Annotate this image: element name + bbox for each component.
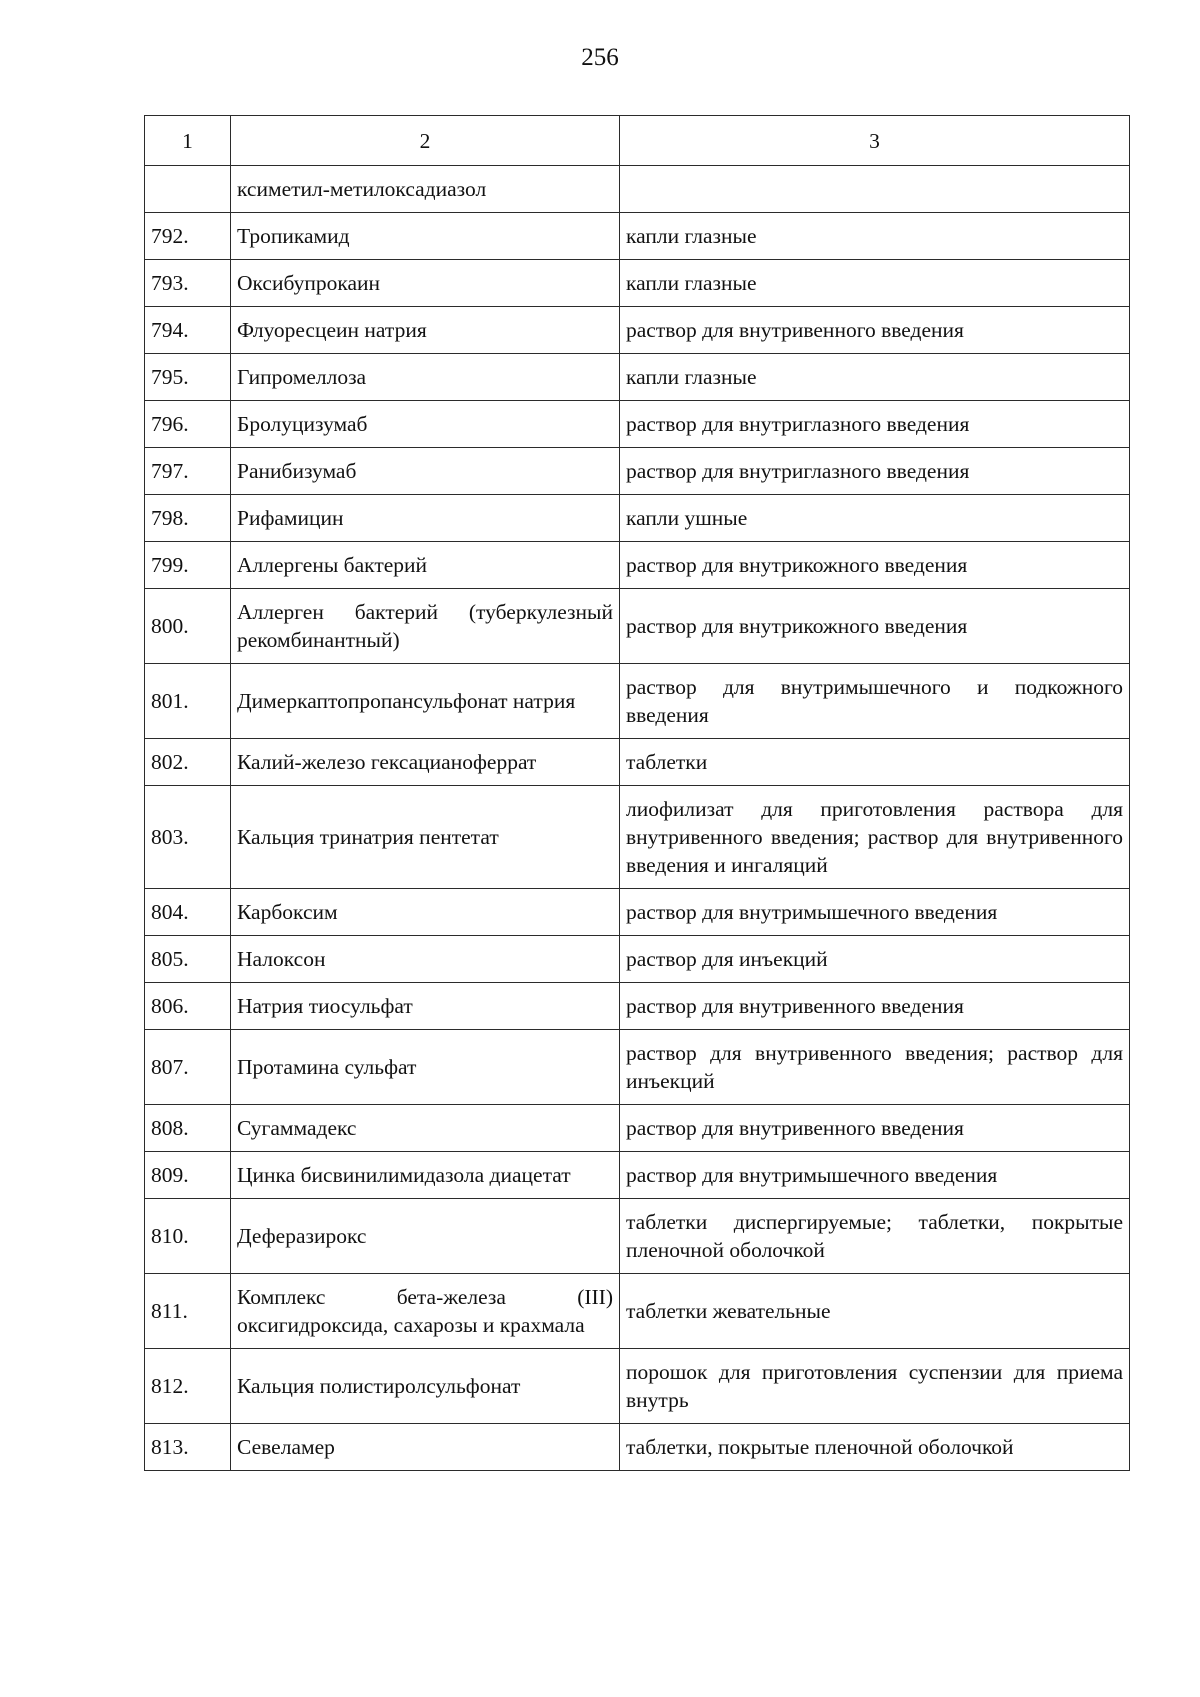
dosage-form: раствор для внутрикожного введения xyxy=(620,542,1130,589)
drug-name: Протамина сульфат xyxy=(231,1030,620,1105)
drug-name: Ранибизумаб xyxy=(231,448,620,495)
row-number: 797. xyxy=(145,448,231,495)
row-number: 809. xyxy=(145,1152,231,1199)
row-number: 798. xyxy=(145,495,231,542)
row-number: 808. xyxy=(145,1105,231,1152)
drug-name: Аллерген бактерий (туберкулезный рекомбинантный) xyxy=(231,589,620,664)
table-row xyxy=(145,354,1130,401)
medication-table xyxy=(144,115,1130,1471)
drug-name: Натрия тиосульфат xyxy=(231,983,620,1030)
table-row xyxy=(145,1105,1130,1152)
drug-name: Цинка бисвинилимидазола диацетат xyxy=(231,1152,620,1199)
table-row xyxy=(145,213,1130,260)
table-row xyxy=(145,936,1130,983)
dosage-form: капли ушные xyxy=(620,495,1130,542)
dosage-form: раствор для внутривенного введения; раствор для инъекций xyxy=(620,1030,1130,1105)
drug-name: Калий-железо гексацианоферрат xyxy=(231,739,620,786)
drug-name: Аллергены бактерий xyxy=(231,542,620,589)
table-row xyxy=(145,542,1130,589)
row-number: 800. xyxy=(145,589,231,664)
row-number: 807. xyxy=(145,1030,231,1105)
row-number: 795. xyxy=(145,354,231,401)
table-row xyxy=(145,889,1130,936)
table-row xyxy=(145,307,1130,354)
drug-name: Налоксон xyxy=(231,936,620,983)
row-number: 805. xyxy=(145,936,231,983)
row-number: 810. xyxy=(145,1199,231,1274)
dosage-form: капли глазные xyxy=(620,260,1130,307)
row-number: 806. xyxy=(145,983,231,1030)
table-row xyxy=(145,401,1130,448)
drug-name: Комплекс бета-железа (III) оксигидроксида, сахарозы и крахмала xyxy=(231,1274,620,1349)
dosage-form: раствор для внутримышечного введения xyxy=(620,1152,1130,1199)
table-row-continuation xyxy=(145,166,1130,213)
drug-name: Севеламер xyxy=(231,1424,620,1471)
row-number: 793. xyxy=(145,260,231,307)
drug-name: Гипромеллоза xyxy=(231,354,620,401)
drug-name: Рифамицин xyxy=(231,495,620,542)
row-number: 811. xyxy=(145,1274,231,1349)
table-row xyxy=(145,664,1130,739)
table-row xyxy=(145,983,1130,1030)
drug-name: Флуоресцеин натрия xyxy=(231,307,620,354)
drug-name: Оксибупрокаин xyxy=(231,260,620,307)
dosage-form: раствор для внутриглазного введения xyxy=(620,448,1130,495)
row-number: 801. xyxy=(145,664,231,739)
dosage-form: таблетки xyxy=(620,739,1130,786)
row-number: 792. xyxy=(145,213,231,260)
dosage-form: раствор для внутриглазного введения xyxy=(620,401,1130,448)
row-number: 812. xyxy=(145,1349,231,1424)
table-row xyxy=(145,260,1130,307)
row-number: 803. xyxy=(145,786,231,889)
row-number: 796. xyxy=(145,401,231,448)
page-number: 256 xyxy=(581,44,619,71)
drug-name: Бролуцизумаб xyxy=(231,401,620,448)
table-header-row xyxy=(145,116,1130,166)
dosage-form: капли глазные xyxy=(620,354,1130,401)
drug-name: ксиметил-метилоксадиазол xyxy=(231,166,620,213)
dosage-form: раствор для внутривенного введения xyxy=(620,1105,1130,1152)
drug-name: Кальция полистиролсульфонат xyxy=(231,1349,620,1424)
dosage-form: раствор для внутрикожного введения xyxy=(620,589,1130,664)
dosage-form: раствор для внутримышечного введения xyxy=(620,889,1130,936)
table-row xyxy=(145,1199,1130,1274)
dosage-form xyxy=(620,166,1130,213)
dosage-form: раствор для инъекций xyxy=(620,936,1130,983)
table-row xyxy=(145,1349,1130,1424)
table-row xyxy=(145,448,1130,495)
table-row xyxy=(145,1152,1130,1199)
header-col-3: 3 xyxy=(620,116,1130,166)
row-number: 799. xyxy=(145,542,231,589)
dosage-form: раствор для внутривенного введения xyxy=(620,307,1130,354)
row-number xyxy=(145,166,231,213)
table-row xyxy=(145,1424,1130,1471)
table-row xyxy=(145,1274,1130,1349)
row-number: 794. xyxy=(145,307,231,354)
dosage-form: таблетки, покрытые пленочной оболочкой xyxy=(620,1424,1130,1471)
drug-name: Кальция тринатрия пентетат xyxy=(231,786,620,889)
table-row xyxy=(145,786,1130,889)
drug-name: Димеркаптопропансульфонат натрия xyxy=(231,664,620,739)
row-number: 813. xyxy=(145,1424,231,1471)
dosage-form: таблетки диспергируемые; таблетки, покрытые пленочной оболочкой xyxy=(620,1199,1130,1274)
drug-name: Карбоксим xyxy=(231,889,620,936)
drug-name: Сугаммадекс xyxy=(231,1105,620,1152)
table-row xyxy=(145,589,1130,664)
drug-name: Деферазирокс xyxy=(231,1199,620,1274)
table-row xyxy=(145,1030,1130,1105)
dosage-form: раствор для внутримышечного и подкожного введения xyxy=(620,664,1130,739)
dosage-form: раствор для внутривенного введения xyxy=(620,983,1130,1030)
drug-name: Тропикамид xyxy=(231,213,620,260)
header-col-2: 2 xyxy=(231,116,620,166)
dosage-form: капли глазные xyxy=(620,213,1130,260)
header-col-1: 1 xyxy=(145,116,231,166)
dosage-form: таблетки жевательные xyxy=(620,1274,1130,1349)
row-number: 804. xyxy=(145,889,231,936)
table-row xyxy=(145,739,1130,786)
row-number: 802. xyxy=(145,739,231,786)
dosage-form: лиофилизат для приготовления раствора для внутривенного введения; раствор для внутривенного введения и ингаляций xyxy=(620,786,1130,889)
dosage-form: порошок для приготовления суспензии для приема внутрь xyxy=(620,1349,1130,1424)
table-row xyxy=(145,495,1130,542)
